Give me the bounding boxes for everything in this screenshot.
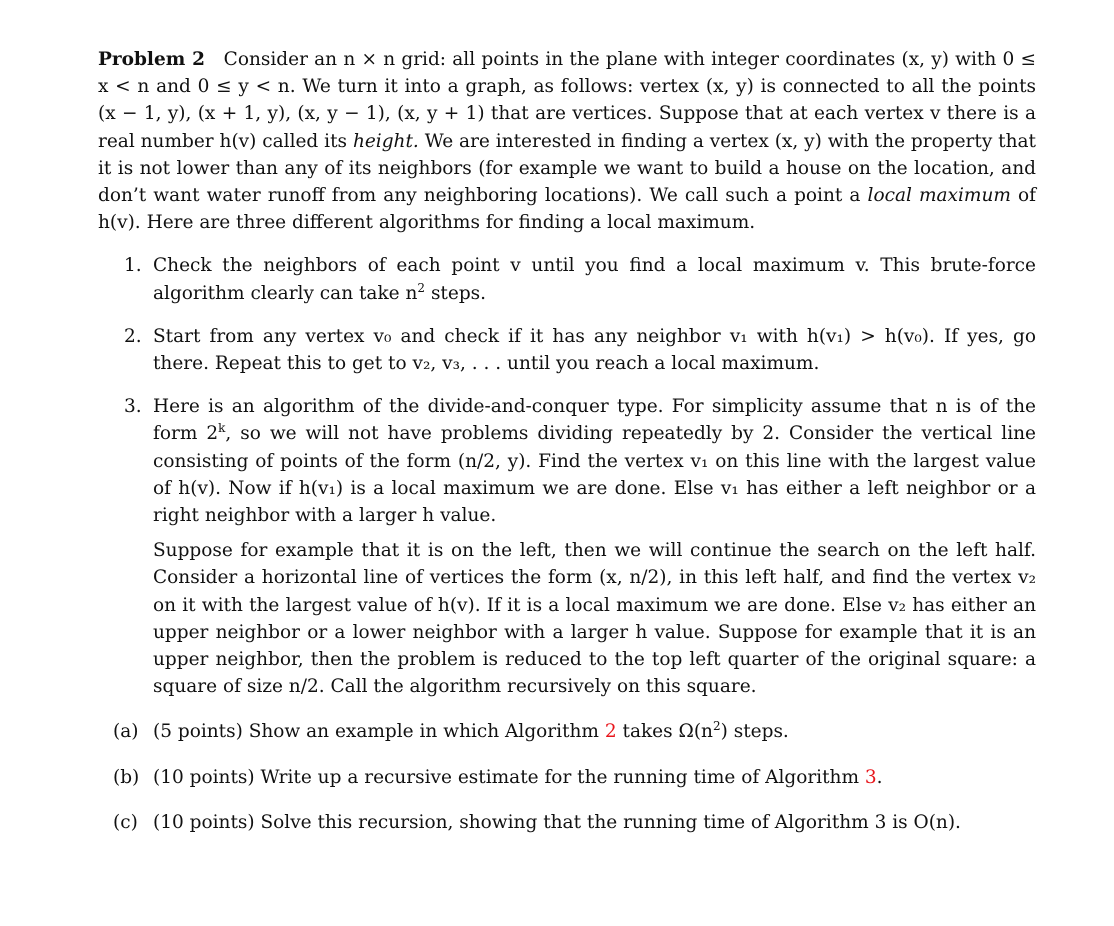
problem-title: Problem 2 xyxy=(98,49,205,70)
algorithm-list xyxy=(98,252,1036,700)
part-a-text-cont: takes Ω(n xyxy=(616,721,713,743)
algorithm-1-text-end: steps. xyxy=(425,282,487,304)
part-b-text-end: . xyxy=(876,766,883,788)
superscript: 2 xyxy=(712,719,721,734)
algorithm-1-text: Check the neighbors of each point v until you find a local maximum v. This brute-force algorithm clearly can take n xyxy=(153,255,1036,304)
algorithm-reference-link[interactable]: 3 xyxy=(864,766,877,788)
question-part xyxy=(98,718,1036,745)
height-term: height. xyxy=(352,130,419,152)
item-number: 1. xyxy=(124,255,142,277)
part-a-text-end: ) steps. xyxy=(720,721,789,743)
intro-continuation: We are interested in finding a vertex (x, y) with the property that it is not lower than any of its neighbors (for example we want to build a house on the location, and don’t want water runoff from any neighboring locations). We call such a point a xyxy=(98,130,1036,207)
algorithm-item xyxy=(98,323,1036,377)
problem-document xyxy=(98,46,1036,836)
part-label: (b) xyxy=(113,766,140,788)
part-label: (a) xyxy=(113,721,139,743)
item-number: 2. xyxy=(124,325,142,347)
algorithm-item xyxy=(98,252,1036,306)
algorithm-3-text: Here is an algorithm of the divide-and-conquer type. For simplicity assume that n is of the form 2 xyxy=(153,396,1036,445)
question-parts xyxy=(98,718,1036,836)
intro-text: Consider an n × n grid: all points in the plane with integer coordinates (x, y) with 0 ≤ x < n and 0 ≤ y < n. We turn it into a graph, as follows: vertex (x, y) is connected to all the points (x − 1, y), (x + 1, y), (x, y − 1), (x, y + 1) that are vertices. Suppose that at each vertex v there is a real number h(v) called its xyxy=(98,49,1036,152)
local-maximum-term: local maximum xyxy=(867,185,1011,207)
algorithm-item xyxy=(98,393,1036,700)
algorithm-reference-link[interactable]: 2 xyxy=(604,721,617,743)
part-b-text: (10 points) Write up a recursive estimate for the running time of Algorithm xyxy=(153,766,865,788)
question-part xyxy=(98,764,1036,791)
algorithm-3-paragraph-2: Suppose for example that it is on the left, then we will continue the search on the left half. Consider a horizontal line of vertices the form (x, n/2), in this left half, and find the vertex v₂ on it with the largest value of h(v). If it is a local maximum we are done. Else v₂ has either an upper neighbor or a lower neighbor with a larger h value. Suppose for example that it is an upper neighbor, then the problem is reduced to the top left quarter of the original square: a square of size n/2. Call the algorithm recursively on this square. xyxy=(153,540,1036,698)
part-a-text: (5 points) Show an example in which Algorithm xyxy=(153,721,605,743)
algorithm-2-text: Start from any vertex v₀ and check if it has any neighbor v₁ with h(v₁) > h(v₀). If yes, go there. Repeat this to get to v₂, v₃, . . . until you reach a local maximum. xyxy=(153,325,1036,375)
part-c-text: (10 points) Solve this recursion, showing that the running time of Algorithm 3 is O(n). xyxy=(153,811,961,833)
problem-intro xyxy=(98,46,1036,236)
superscript: k xyxy=(218,421,226,436)
superscript: 2 xyxy=(417,280,426,295)
part-label: (c) xyxy=(113,811,138,833)
algorithm-3-text-cont: , so we will not have problems dividing repeatedly by 2. Consider the vertical line consisting of points of the form (n/2, y). Find the vertex v₁ on this line with the largest value of h(v). Now if h(v₁) is a local maximum we are done. Else v₁ has either a left neighbor or a right neighbor with a larger h value. xyxy=(153,423,1036,527)
intro-end: of h(v). Here are three different algorithms for finding a local maximum. xyxy=(98,185,1036,234)
item-number: 3. xyxy=(124,396,142,418)
question-part xyxy=(98,809,1036,836)
